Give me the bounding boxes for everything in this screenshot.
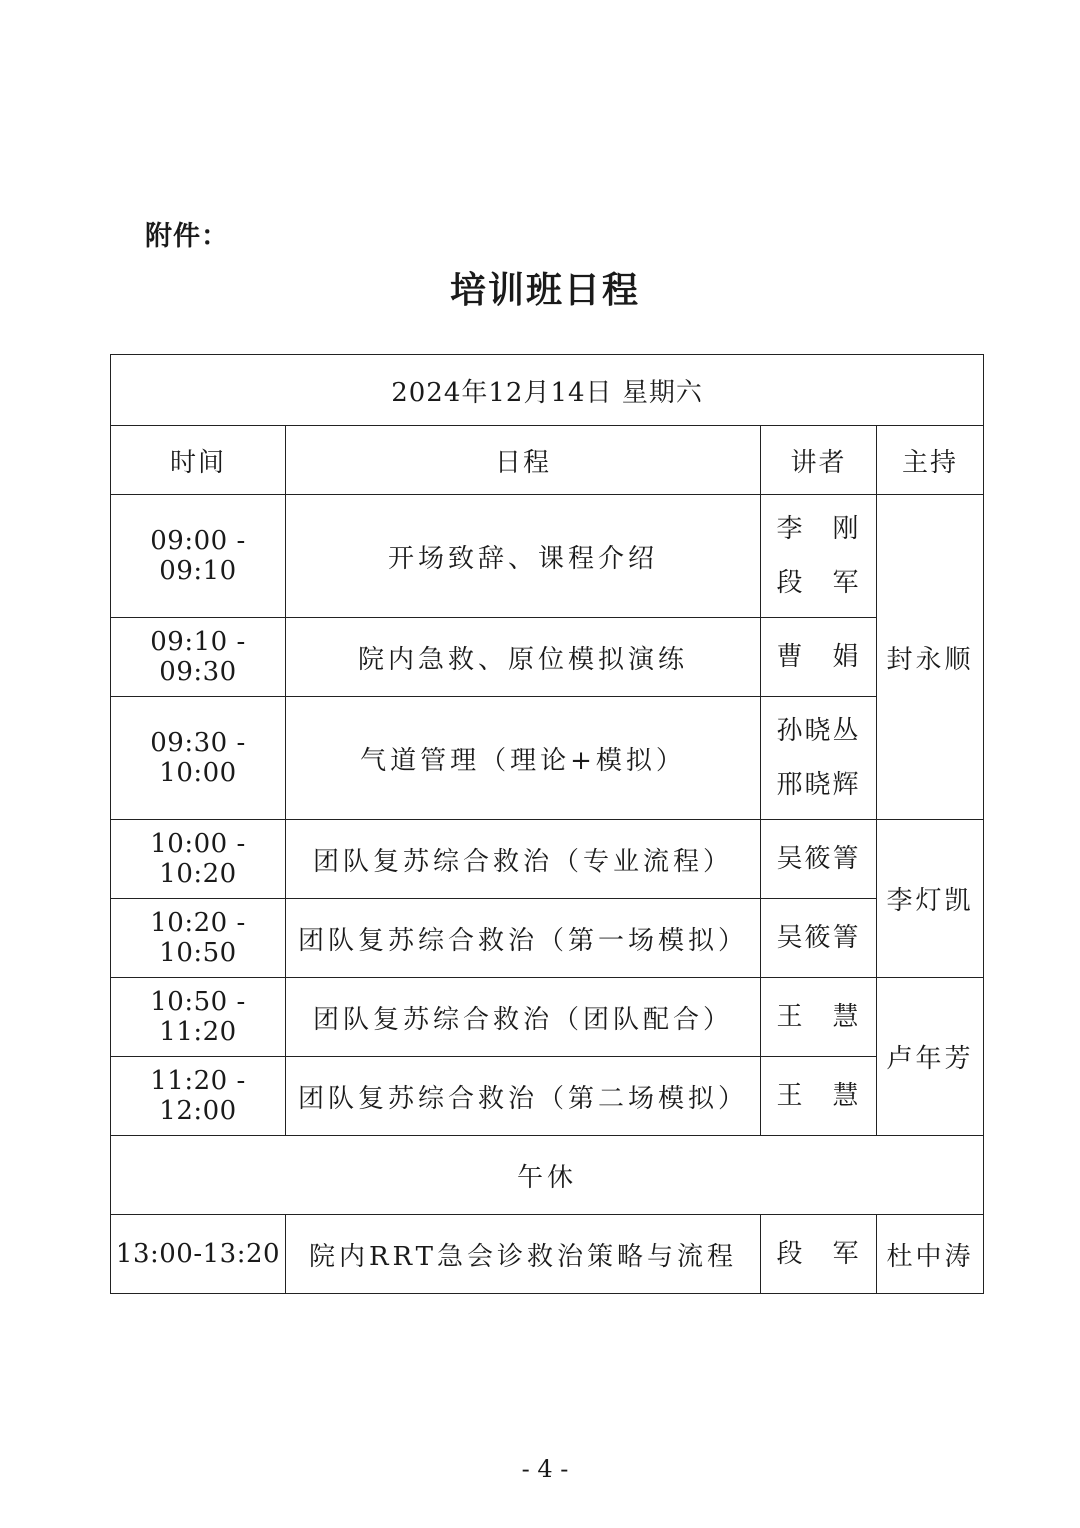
break-label: 午休 [111,1136,984,1215]
date-row [111,355,984,426]
schedule-table [110,354,984,1294]
attachment-label: 附件： [145,221,229,252]
speaker-cell: 段 军 [761,1215,877,1294]
speaker-cell [761,618,877,697]
session-cell: 院内RRT急会诊救治策略与流程 [286,1215,761,1294]
time-cell: 09:10 - 09:30 [111,618,286,697]
speaker-cell [761,495,877,618]
header-host: 主持 [877,426,984,495]
host-cell: 杜中涛 [877,1215,984,1294]
time-cell: 09:30 - 10:00 [111,697,286,820]
header-row [111,426,984,495]
session-cell: 团队复苏综合救治（第二场模拟） [286,1057,761,1136]
time-cell: 09:00 - 09:10 [111,495,286,618]
header-time: 时间 [111,426,286,495]
speaker-name: 李 刚 [776,514,861,544]
table-row [111,495,984,618]
session-cell: 团队复苏综合救治（团队配合） [286,978,761,1057]
table-row [111,820,984,899]
speaker-cell [761,697,877,820]
table-row [111,1057,984,1136]
header-speaker: 讲者 [761,426,877,495]
table-row [111,697,984,820]
host-cell: 卢年芳 [877,978,984,1136]
speaker-cell [761,978,877,1057]
speaker-name: 孙晓丛 [776,716,861,746]
speaker-cell [761,820,877,899]
time-cell: 10:20 - 10:50 [111,899,286,978]
speaker-name: 段 军 [776,568,861,598]
session-cell: 团队复苏综合救治（第一场模拟） [286,899,761,978]
time-cell: 13:00-13:20 [111,1215,286,1294]
host-cell: 李灯凯 [877,820,984,978]
speaker-name: 吴筱箐 [776,923,861,953]
time-cell: 11:20 - 12:00 [111,1057,286,1136]
time-cell: 10:50 - 11:20 [111,978,286,1057]
session-cell: 院内急救、原位模拟演练 [286,618,761,697]
speaker-cell [761,1057,877,1136]
session-cell: 团队复苏综合救治（专业流程） [286,820,761,899]
schedule-date: 2024年12月14日 星期六 [111,355,984,426]
table-row [111,618,984,697]
speaker-name: 曹 娟 [776,642,861,672]
speaker-cell [761,899,877,978]
table-row [111,1215,984,1294]
page-title: 培训班日程 [449,270,640,311]
host-cell: 封永顺 [877,495,984,820]
table-row [111,978,984,1057]
table-row [111,899,984,978]
time-cell: 10:00 - 10:20 [111,820,286,899]
speaker-name: 王 慧 [776,1081,861,1111]
speaker-name: 邢晓辉 [776,770,861,800]
session-cell: 气道管理（理论+模拟） [286,697,761,820]
break-row [111,1136,984,1215]
header-session: 日程 [286,426,761,495]
page-number: - 4 - [521,1455,569,1483]
speaker-name: 吴筱箐 [776,844,861,874]
session-cell: 开场致辞、课程介绍 [286,495,761,618]
speaker-name: 王 慧 [776,1002,861,1032]
